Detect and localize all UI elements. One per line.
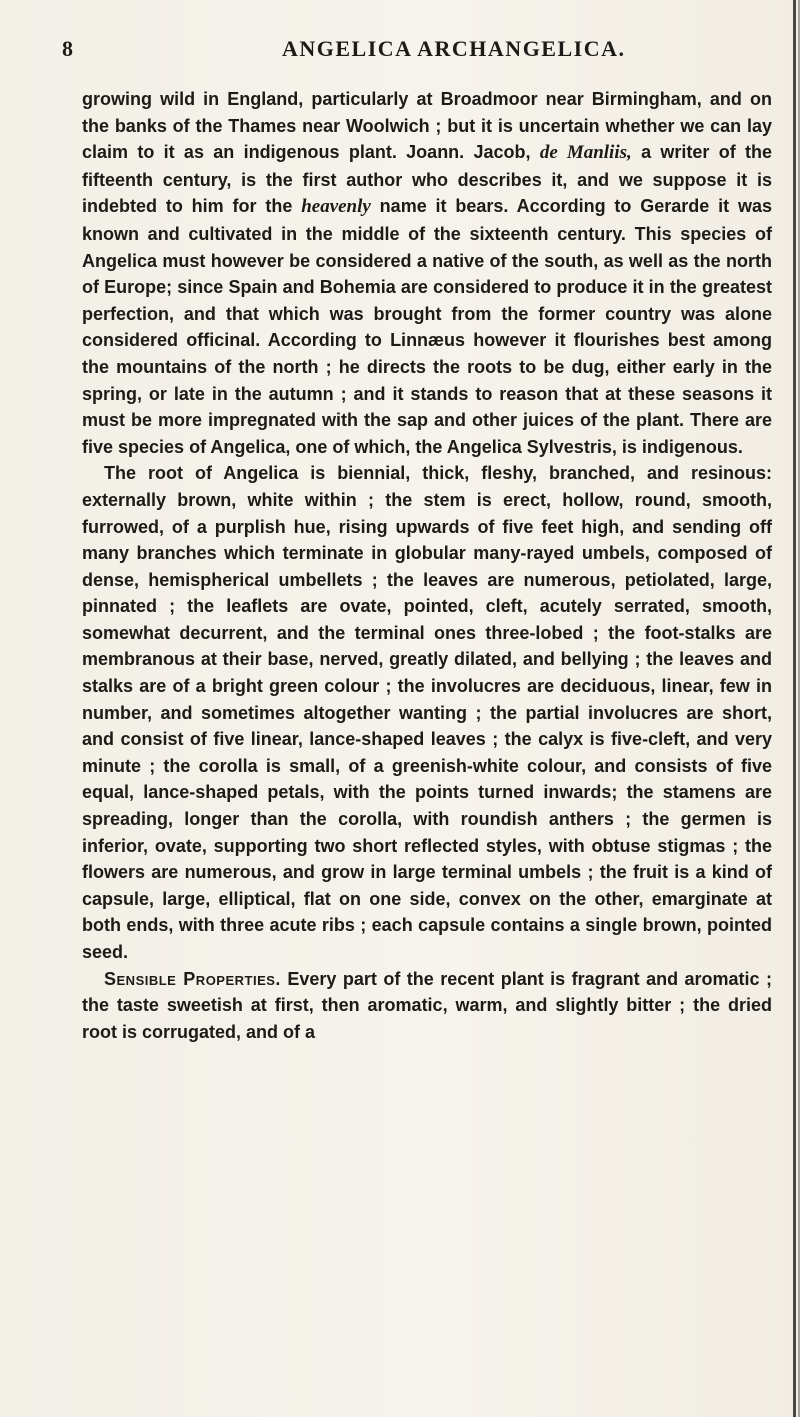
italic-de-manliis: de Manliis, — [539, 142, 632, 164]
body-text — [82, 86, 772, 1045]
running-title: ANGELICA ARCHANGELICA. — [282, 36, 626, 61]
paragraph-3 — [82, 966, 772, 1046]
page-edge — [793, 0, 796, 1417]
paragraph-1-part-a: growing wild in England, particularly at Broadmoor near Birmingham, and on the banks of the Thames near Woolwich ; but it is uncertain whether we can lay claim to it as an indigenous plant. Joann. Jacob, — [82, 89, 772, 163]
italic-heavenly: heavenly — [301, 196, 371, 218]
paragraph-1-part-c: a writer of the fifteenth century, is the first author who describes it, and we suppose it is indebted to him for the — [82, 142, 773, 217]
page-header — [62, 36, 762, 70]
section-heading-sensible-properties: Sensible Properties. — [104, 968, 281, 989]
paragraph-1-part-e: name it bears. According to Gerarde it was known and cultivated in the middle of the sixteenth century. This species of Angelica must however be considered a native of the south, as well as the north of Europe; since Spain and Bohemia are considered to produce it in the greatest perfection, and that which was brought from the former country was alone considered officinal. According to Linnæus however it flourishes best among the mountains of the north ; he directs the roots to be dug, either early in the spring, or late in the autumn ; and it stands to reason that at these seasons it must be more impregnated with the sap and other juices of the plant. There are five species of Angelica, one of which, the Angelica Sylvestris, is indigenous. — [82, 196, 772, 457]
paragraph-3-body: Every part of the recent plant is fragrant and aromatic ; the taste sweetish at first, then aromatic, warm, and slightly bitter ; the dried root is corrugated, and of a — [82, 968, 772, 1042]
paragraph-1 — [82, 86, 772, 460]
paragraph-2: The root of Angelica is biennial, thick, fleshy, branched, and resinous: externally brown, white within ; the stem is erect, hollow, round, smooth, furrowed, of a purplish hue, rising upwards of five feet high, and sending off many branches which terminate in globular many-rayed umbels, composed of dense, hemispherical umbellets ; the leaves are numerous, petiolated, large, pinnated ; the leaflets are ovate, pointed, cleft, acutely serrated, smooth, somewhat decurrent, and the terminal ones three-lobed ; the foot-stalks are membranous at their base, nerved, greatly dilated, and bellying ; the leaves and stalks are of a bright green colour ; the involucres are deciduous, linear, few in number, and sometimes altogether wanting ; the partial involucres are short, and consist of five linear, lance-shaped leaves ; the calyx is five-cleft, and very minute ; the corolla is small, of a greenish-white colour, and consists of five equal, lance-shaped petals, with the points turned inwards; the stamens are spreading, longer than the corolla, with roundish anthers ; the germen is inferior, ovate, supporting two short reflected styles, with obtuse stigmas ; the flowers are numerous, and grow in large terminal umbels ; the fruit is a kind of capsule, large, elliptical, flat on one side, convex on the other, emarginate at both ends, with three acute ribs ; each capsule contains a single brown, pointed seed. — [82, 463, 772, 962]
page-number: 8 — [62, 36, 74, 61]
